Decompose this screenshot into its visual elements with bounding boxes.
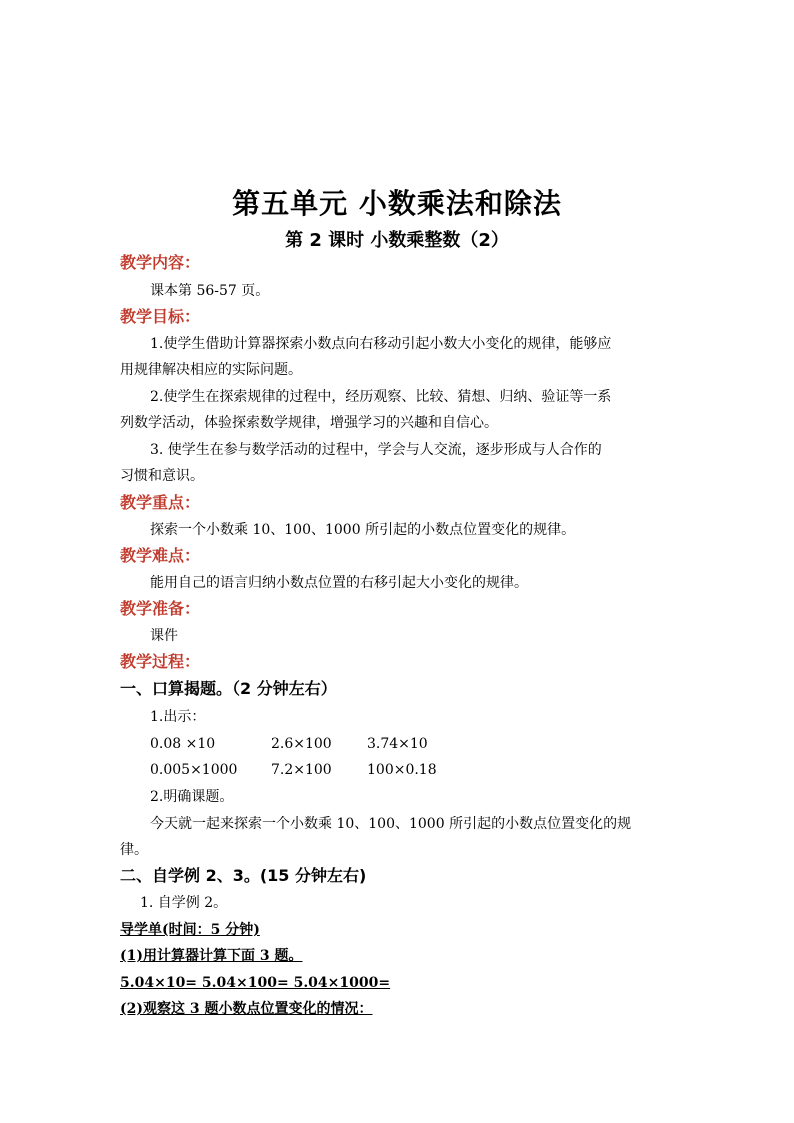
goal-2-line-2: 列数学活动，体验探索数学规律，增强学习的兴趣和自信心。 — [120, 415, 498, 431]
process-heading: 教学过程： — [120, 652, 201, 671]
section-1-item-2: 2.明确课题。 — [150, 789, 234, 805]
goal-1-line-2: 用规律解决相应的实际问题。 — [120, 362, 302, 378]
goal-1-line-1: 1.使学生借助计算器探索小数点向右移动引起小数大小变化的规律，能够应 — [150, 336, 612, 352]
difficulty-text: 能用自己的语言归纳小数点位置的右移引起大小变化的规律。 — [150, 575, 528, 591]
page-title: 第五单元 小数乘法和除法 — [232, 187, 562, 220]
section-1-title: 一、口算揭题。（2 分钟左右） — [120, 679, 337, 698]
expression: 0.08 ×10 — [150, 736, 216, 752]
guide-question-2: (2)观察这 3 题小数点位置变化的情况： — [120, 1001, 373, 1017]
section-2-item-1: 1. 自学例 2。 — [140, 895, 228, 911]
preparation-text: 课件 — [150, 628, 178, 644]
goals-heading: 教学目标： — [120, 307, 201, 326]
goal-2-line-1: 2.使学生在探索规律的过程中，经历观察、比较、猜想、归纳、验证等一系 — [150, 389, 612, 405]
expression: 100×0.18 — [367, 762, 437, 778]
expression: 3.74×10 — [367, 736, 428, 752]
guide-calculations: 5.04×10= 5.04×100= 5.04×1000= — [120, 975, 391, 991]
section-1-para-line-1: 今天就一起来探索一个小数乘 10、100、1000 所引起的小数点位置变化的规 — [150, 816, 632, 832]
expression: 2.6×100 — [271, 736, 332, 752]
guide-question-1: (1)用计算器计算下面 3 题。 — [120, 948, 303, 964]
key-point-heading: 教学重点： — [120, 493, 201, 512]
goal-3-line-1: 3. 使学生在参与数学活动的过程中，学会与人交流，逐步形成与人合作的 — [150, 442, 602, 458]
content-heading: 教学内容： — [120, 253, 201, 272]
lesson-subtitle: 第 2 课时 小数乘整数（2） — [285, 230, 509, 251]
difficulty-heading: 教学难点： — [120, 546, 201, 565]
section-1-para-line-2: 律。 — [120, 842, 148, 858]
expression: 7.2×100 — [271, 762, 332, 778]
content-text: 课本第 56-57 页。 — [150, 283, 270, 299]
key-point-text: 探索一个小数乘 10、100、1000 所引起的小数点位置变化的规律。 — [150, 522, 576, 538]
section-2-title: 二、自学例 2、3。(15 分钟左右) — [120, 866, 367, 885]
guide-sheet-title: 导学单(时间：5 分钟) — [120, 922, 260, 938]
section-1-item-1: 1.出示： — [150, 709, 206, 725]
expression: 0.005×1000 — [150, 762, 238, 778]
preparation-heading: 教学准备： — [120, 599, 201, 618]
goal-3-line-2: 习惯和意识。 — [120, 468, 204, 484]
